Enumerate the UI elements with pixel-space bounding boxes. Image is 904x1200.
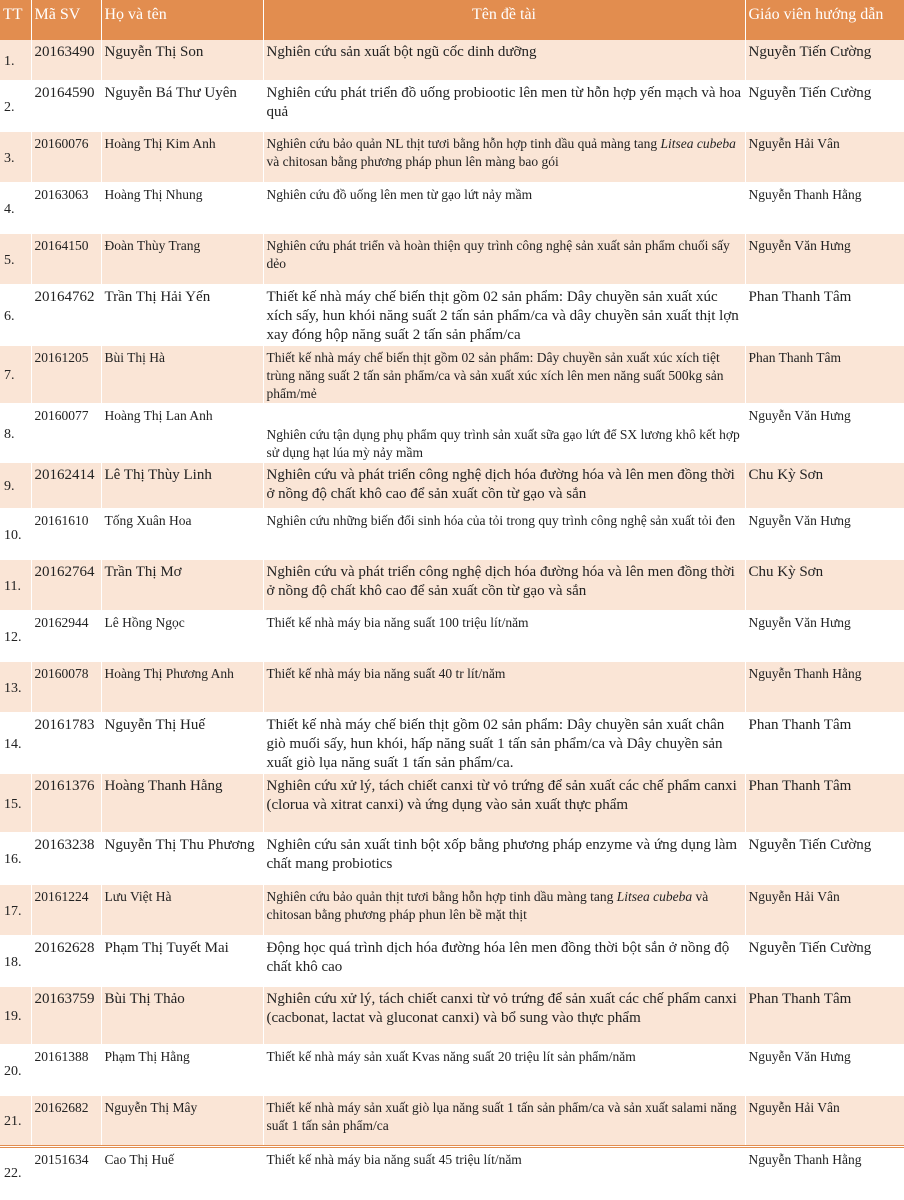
supervisor-name: Nguyễn Hải Vân <box>745 131 904 182</box>
student-id: 20162682 <box>31 1095 101 1146</box>
table-row <box>0 80 904 131</box>
supervisor-name: Nguyễn Hải Vân <box>745 1095 904 1146</box>
supervisor-name: Nguyễn Thanh Hằng <box>745 1146 904 1196</box>
student-id: 20160076 <box>31 131 101 182</box>
student-id: 20162628 <box>31 935 101 986</box>
row-number: 6. <box>0 284 31 345</box>
table-body <box>0 40 904 1196</box>
column-header-de-tai: Tên đề tài <box>263 0 745 40</box>
thesis-title: Thiết kế nhà máy chế biến thịt gồm 02 sản phẩm: Dây chuyền sản xuất chân giò muối sấy, hun khói, hấp năng suất 1 tấn sản phẩm/ca và Dây chuyền sản xuất giò lụa năng suất 1 tấn sản phẩm/ca. <box>263 712 745 773</box>
row-number: 9. <box>0 462 31 508</box>
table-row <box>0 1095 904 1146</box>
student-id: 20161783 <box>31 712 101 773</box>
supervisor-name: Nguyễn Văn Hưng <box>745 403 904 462</box>
thesis-title-part: và chitosan bằng phương pháp phun lên bề mặt thịt <box>266 888 709 922</box>
table-row <box>0 131 904 182</box>
student-name: Phạm Thị Hằng <box>101 1044 263 1095</box>
thesis-title: Nghiên cứu sản xuất bột ngũ cốc dinh dưỡng <box>263 40 745 80</box>
student-name: Lê Thị Thùy Linh <box>101 462 263 508</box>
thesis-title: Nghiên cứu xử lý, tách chiết canxi từ vỏ trứng để sản xuất các chế phẩm canxi (cacbonat, lactat và gluconat canxi) và bổ sung vào thực phẩm <box>263 986 745 1044</box>
student-name: Nguyễn Bá Thư Uyên <box>101 80 263 131</box>
row-number: 20. <box>0 1044 31 1095</box>
thesis-title: Nghiên cứu sản xuất tinh bột xốp bằng phương pháp enzyme và ứng dụng làm chất mang probiotics <box>263 832 745 884</box>
student-name: Bùi Thị Thảo <box>101 986 263 1044</box>
table-row <box>0 559 904 610</box>
thesis-title-part: Nghiên cứu bảo quản thịt tươi bằng hỗn hợp tinh dầu màng tang <box>266 888 617 904</box>
supervisor-name: Nguyễn Văn Hưng <box>745 1044 904 1095</box>
table-row <box>0 832 904 884</box>
thesis-title <box>263 131 745 182</box>
supervisor-name: Phan Thanh Tâm <box>745 773 904 832</box>
thesis-title: Nghiên cứu đồ uống lên men từ gạo lứt nảy mầm <box>263 182 745 233</box>
thesis-title: Động học quá trình dịch hóa đường hóa lên men đồng thời bột sắn ở nồng độ chất khô cao <box>263 935 745 986</box>
thesis-title: Nghiên cứu phát triển và hoàn thiện quy trình công nghệ sản xuất sản phẩm chuối sấy dẻo <box>263 233 745 284</box>
table-row <box>0 986 904 1044</box>
row-number: 5. <box>0 233 31 284</box>
row-number: 18. <box>0 935 31 986</box>
supervisor-name: Nguyễn Thanh Hằng <box>745 182 904 233</box>
row-number: 10. <box>0 508 31 559</box>
student-name: Cao Thị Huế <box>101 1146 263 1196</box>
thesis-title: Nghiên cứu tận dụng phụ phẩm quy trình sản xuất sữa gạo lứt để SX lương khô kết hợp sử dụng hạt lúa mỳ nảy mầm <box>263 403 745 462</box>
supervisor-name: Nguyễn Tiến Cường <box>745 935 904 986</box>
row-number: 13. <box>0 661 31 712</box>
table-row <box>0 712 904 773</box>
row-number: 11. <box>0 559 31 610</box>
student-name: Nguyễn Thị Mây <box>101 1095 263 1146</box>
student-name: Trần Thị Mơ <box>101 559 263 610</box>
supervisor-name: Nguyễn Tiến Cường <box>745 832 904 884</box>
student-name: Hoàng Thanh Hằng <box>101 773 263 832</box>
row-number: 12. <box>0 610 31 661</box>
row-number: 1. <box>0 40 31 80</box>
table-row <box>0 884 904 935</box>
table-row <box>0 935 904 986</box>
table-header-row <box>0 0 904 40</box>
student-name: Nguyễn Thị Huế <box>101 712 263 773</box>
row-number: 22. <box>0 1146 31 1196</box>
student-name: Nguyễn Thị Son <box>101 40 263 80</box>
table-row <box>0 508 904 559</box>
student-name: Hoàng Thị Nhung <box>101 182 263 233</box>
student-id: 20161610 <box>31 508 101 559</box>
table-row <box>0 462 904 508</box>
row-number: 4. <box>0 182 31 233</box>
thesis-title: Nghiên cứu những biến đổi sinh hóa của tỏi trong quy trình công nghệ sản xuất tỏi đen <box>263 508 745 559</box>
supervisor-name: Chu Kỳ Sơn <box>745 462 904 508</box>
student-id: 20163490 <box>31 40 101 80</box>
table-row <box>0 1146 904 1196</box>
row-number: 16. <box>0 832 31 884</box>
student-id: 20163063 <box>31 182 101 233</box>
supervisor-name: Nguyễn Hải Vân <box>745 884 904 935</box>
student-name: Bùi Thị Hà <box>101 345 263 403</box>
student-id: 20163759 <box>31 986 101 1044</box>
row-number: 17. <box>0 884 31 935</box>
table-row <box>0 403 904 462</box>
supervisor-name: Phan Thanh Tâm <box>745 345 904 403</box>
table-row <box>0 233 904 284</box>
supervisor-name: Nguyễn Văn Hưng <box>745 610 904 661</box>
row-number: 7. <box>0 345 31 403</box>
supervisor-name: Nguyễn Tiến Cường <box>745 40 904 80</box>
thesis-title: Nghiên cứu và phát triển công nghệ dịch hóa đường hóa và lên men đồng thời ở nồng độ chất khô cao để sản xuất cồn từ gạo và sắn <box>263 462 745 508</box>
row-number: 15. <box>0 773 31 832</box>
supervisor-name: Nguyễn Văn Hưng <box>745 508 904 559</box>
supervisor-name: Nguyễn Tiến Cường <box>745 80 904 131</box>
student-id: 20162414 <box>31 462 101 508</box>
student-name: Trần Thị Hải Yến <box>101 284 263 345</box>
student-name: Tống Xuân Hoa <box>101 508 263 559</box>
student-id: 20161205 <box>31 345 101 403</box>
student-id: 20161388 <box>31 1044 101 1095</box>
student-id: 20160077 <box>31 403 101 462</box>
student-id: 20164590 <box>31 80 101 131</box>
table-row <box>0 661 904 712</box>
row-number: 3. <box>0 131 31 182</box>
thesis-title <box>263 884 745 935</box>
table-row <box>0 773 904 832</box>
thesis-title: Thiết kế nhà máy bia năng suất 100 triệu lít/năm <box>263 610 745 661</box>
species-name: Litsea cubeba <box>660 135 736 151</box>
student-name: Lưu Việt Hà <box>101 884 263 935</box>
thesis-title: Nghiên cứu và phát triển công nghệ dịch hóa đường hóa và lên men đồng thời ở nồng độ chất khô cao để sản xuất cồn từ gạo và sắn <box>263 559 745 610</box>
student-name: Hoàng Thị Lan Anh <box>101 403 263 462</box>
row-number: 19. <box>0 986 31 1044</box>
species-name: Litsea cubeba <box>616 888 693 904</box>
student-name: Hoàng Thị Kim Anh <box>101 131 263 182</box>
thesis-title: Thiết kế nhà máy chế biến thịt gồm 02 sản phẩm: Dây chuyền sản xuất xúc xích sấy, hun khói năng suất 2 tấn sản phẩm/ca và dây chuyền sản xuất thịt lợn xay đóng hộp năng suất 2 tấn sản phẩm/ca <box>263 284 745 345</box>
student-id: 20162764 <box>31 559 101 610</box>
thesis-title: Thiết kế nhà máy sản xuất Kvas năng suất 20 triệu lít sản phẩm/năm <box>263 1044 745 1095</box>
thesis-title: Thiết kế nhà máy chế biến thịt gồm 02 sản phẩm: Dây chuyền sản xuất xúc xích tiệt trùng năng suất 2 tấn sản phẩm/ca và sản xuất xúc xích lên men năng suất 500kg sản phẩm/mẻ <box>263 345 745 403</box>
student-name: Hoàng Thị Phương Anh <box>101 661 263 712</box>
student-name: Lê Hồng Ngọc <box>101 610 263 661</box>
thesis-title: Thiết kế nhà máy sản xuất giò lụa năng suất 1 tấn sản phẩm/ca và sản xuất salami năng suất 1 tấn sản phẩm/ca <box>263 1095 745 1146</box>
table-row <box>0 610 904 661</box>
column-header-ho-ten: Họ và tên <box>101 0 263 40</box>
supervisor-name: Nguyễn Văn Hưng <box>745 233 904 284</box>
student-id: 20162944 <box>31 610 101 661</box>
row-number: 21. <box>0 1095 31 1146</box>
row-number: 2. <box>0 80 31 131</box>
thesis-title: Nghiên cứu phát triển đồ uống probiootic lên men từ hỗn hợp yến mạch và hoa quả <box>263 80 745 131</box>
student-id: 20151634 <box>31 1146 101 1196</box>
column-header-ma-sv: Mã SV <box>31 0 101 40</box>
student-id: 20161376 <box>31 773 101 832</box>
student-id: 20163238 <box>31 832 101 884</box>
thesis-title-part: Nghiên cứu bảo quản NL thịt tươi bằng hỗn hợp tinh dầu quả màng tang <box>266 135 661 151</box>
student-id: 20164150 <box>31 233 101 284</box>
student-name: Nguyễn Thị Thu Phương <box>101 832 263 884</box>
row-number: 8. <box>0 403 31 462</box>
column-header-gvhd: Giáo viên hướng dẫn <box>745 0 904 40</box>
thesis-title: Thiết kế nhà máy bia năng suất 45 triệu lít/năm <box>263 1146 745 1196</box>
table-row <box>0 182 904 233</box>
table-row <box>0 345 904 403</box>
supervisor-name: Phan Thanh Tâm <box>745 712 904 773</box>
student-name: Đoàn Thùy Trang <box>101 233 263 284</box>
row-number: 14. <box>0 712 31 773</box>
thesis-title: Thiết kế nhà máy bia năng suất 40 tr lít/năm <box>263 661 745 712</box>
column-header-tt: TT <box>0 0 31 40</box>
table-row <box>0 1044 904 1095</box>
student-id: 20160078 <box>31 661 101 712</box>
supervisor-name: Chu Kỳ Sơn <box>745 559 904 610</box>
student-id: 20164762 <box>31 284 101 345</box>
supervisor-name: Phan Thanh Tâm <box>745 986 904 1044</box>
table-row <box>0 284 904 345</box>
supervisor-name: Phan Thanh Tâm <box>745 284 904 345</box>
student-id: 20161224 <box>31 884 101 935</box>
thesis-title: Nghiên cứu xử lý, tách chiết canxi từ vỏ trứng để sản xuất các chế phẩm canxi (clorua và xitrat canxi) và ứng dụng vào sản xuất thực phẩm <box>263 773 745 832</box>
thesis-title-part: và chitosan bằng phương pháp phun lên màng bao gói <box>266 153 559 169</box>
student-name: Phạm Thị Tuyết Mai <box>101 935 263 986</box>
table-row <box>0 40 904 80</box>
supervisor-name: Nguyễn Thanh Hằng <box>745 661 904 712</box>
